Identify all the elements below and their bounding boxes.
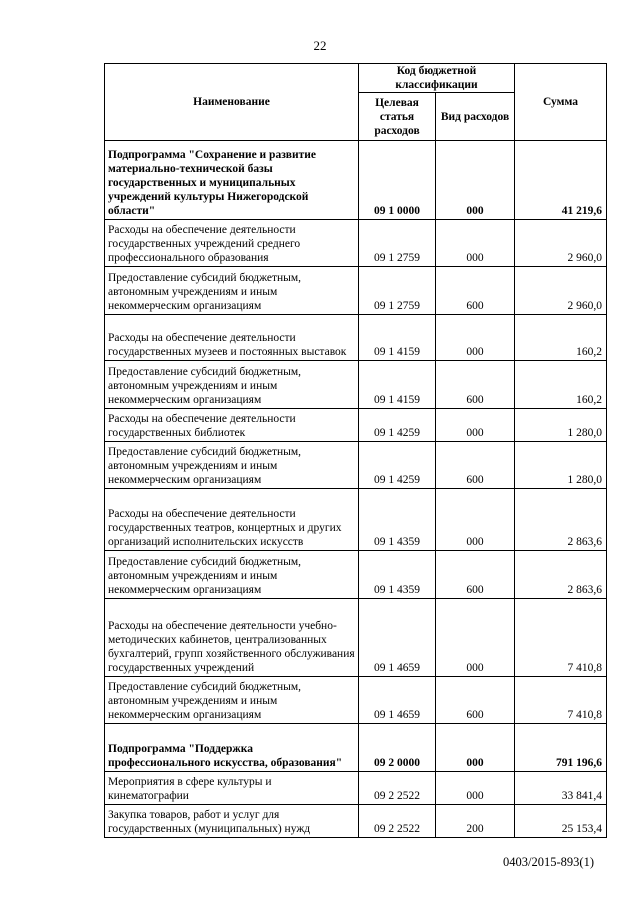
document-code: 0403/2015-893(1) [503, 855, 594, 869]
row-kind-code: 000 [436, 772, 515, 805]
row-kind-code: 000 [436, 409, 515, 442]
row-sum: 1 280,0 [515, 442, 607, 489]
row-sum: 2 960,0 [515, 267, 607, 315]
table-row [105, 361, 607, 409]
row-target-code: 09 1 4659 [359, 599, 436, 677]
row-name: Расходы на обеспечение деятельности государственных музеев и постоянных выставок [105, 315, 359, 361]
row-sum: 160,2 [515, 315, 607, 361]
row-sum: 7 410,8 [515, 599, 607, 677]
row-sum: 2 863,6 [515, 489, 607, 551]
row-sum: 25 153,4 [515, 805, 607, 838]
table-row [105, 805, 607, 838]
row-kind-code: 000 [436, 141, 515, 220]
row-target-code: 09 1 4159 [359, 315, 436, 361]
row-target-code: 09 1 4259 [359, 442, 436, 489]
row-name: Расходы на обеспечение деятельности государственных театров, концертных и других организаций исполнительских искусств [105, 489, 359, 551]
header-name: Наименование [105, 64, 359, 141]
row-target-code: 09 2 2522 [359, 805, 436, 838]
row-target-code: 09 1 4359 [359, 489, 436, 551]
row-sum: 7 410,8 [515, 677, 607, 724]
table-row [105, 724, 607, 772]
row-sum: 33 841,4 [515, 772, 607, 805]
table-row [105, 267, 607, 315]
header-kind: Вид расходов [436, 93, 515, 141]
row-kind-code: 000 [436, 599, 515, 677]
table-row [105, 551, 607, 599]
page-number: 22 [313, 38, 327, 53]
row-sum: 2 960,0 [515, 220, 607, 267]
row-name: Закупка товаров, работ и услуг для государственных (муниципальных) нужд [105, 805, 359, 838]
table-row [105, 315, 607, 361]
header-target: Целевая статья расходов [359, 93, 436, 141]
row-kind-code: 000 [436, 220, 515, 267]
table-row [105, 220, 607, 267]
row-name: Предоставление субсидий бюджетным, автономным учреждениям и иным некоммерческим организациям [105, 442, 359, 489]
row-kind-code: 000 [436, 724, 515, 772]
row-sum: 160,2 [515, 361, 607, 409]
row-kind-code: 600 [436, 361, 515, 409]
budget-table [104, 63, 607, 838]
row-name: Расходы на обеспечение деятельности государственных библиотек [105, 409, 359, 442]
row-kind-code: 200 [436, 805, 515, 838]
row-kind-code: 600 [436, 551, 515, 599]
table-row [105, 599, 607, 677]
table-row [105, 677, 607, 724]
row-sum: 2 863,6 [515, 551, 607, 599]
row-target-code: 09 1 4659 [359, 677, 436, 724]
row-sum: 791 196,6 [515, 724, 607, 772]
row-name: Предоставление субсидий бюджетным, автономным учреждениям и иным некоммерческим организациям [105, 361, 359, 409]
row-kind-code: 000 [436, 489, 515, 551]
row-target-code: 09 2 2522 [359, 772, 436, 805]
row-target-code: 09 1 0000 [359, 141, 436, 220]
row-target-code: 09 1 2759 [359, 220, 436, 267]
row-name: Мероприятия в сфере культуры и кинематографии [105, 772, 359, 805]
header-sum: Сумма [515, 64, 607, 141]
row-name: Подпрограмма "Сохранение и развитие материально-технической базы государственных и муниципальных учреждений культуры Нижегородской области" [105, 141, 359, 220]
table-row [105, 772, 607, 805]
header-row-top [105, 64, 607, 93]
row-name: Расходы на обеспечение деятельности государственных учреждений среднего профессионального образования [105, 220, 359, 267]
row-name: Подпрограмма "Поддержка профессионального искусства, образования" [105, 724, 359, 772]
header-code-group: Код бюджетной классификации [359, 64, 515, 93]
row-target-code: 09 1 4359 [359, 551, 436, 599]
row-target-code: 09 2 0000 [359, 724, 436, 772]
row-name: Предоставление субсидий бюджетным, автономным учреждениям и иным некоммерческим организациям [105, 551, 359, 599]
table-row [105, 442, 607, 489]
row-sum: 41 219,6 [515, 141, 607, 220]
table-body [105, 141, 607, 838]
table-row [105, 409, 607, 442]
row-name: Предоставление субсидий бюджетным, автономным учреждениям и иным некоммерческим организациям [105, 267, 359, 315]
row-sum: 1 280,0 [515, 409, 607, 442]
row-name: Расходы на обеспечение деятельности учебно-методических кабинетов, централизованных бухгалтерий, групп хозяйственного обслуживания государственных учреждений [105, 599, 359, 677]
row-kind-code: 600 [436, 677, 515, 724]
row-kind-code: 000 [436, 315, 515, 361]
row-target-code: 09 1 2759 [359, 267, 436, 315]
row-kind-code: 600 [436, 267, 515, 315]
table-row [105, 489, 607, 551]
table-row [105, 141, 607, 220]
row-target-code: 09 1 4159 [359, 361, 436, 409]
row-kind-code: 600 [436, 442, 515, 489]
row-target-code: 09 1 4259 [359, 409, 436, 442]
row-name: Предоставление субсидий бюджетным, автономным учреждениям и иным некоммерческим организациям [105, 677, 359, 724]
